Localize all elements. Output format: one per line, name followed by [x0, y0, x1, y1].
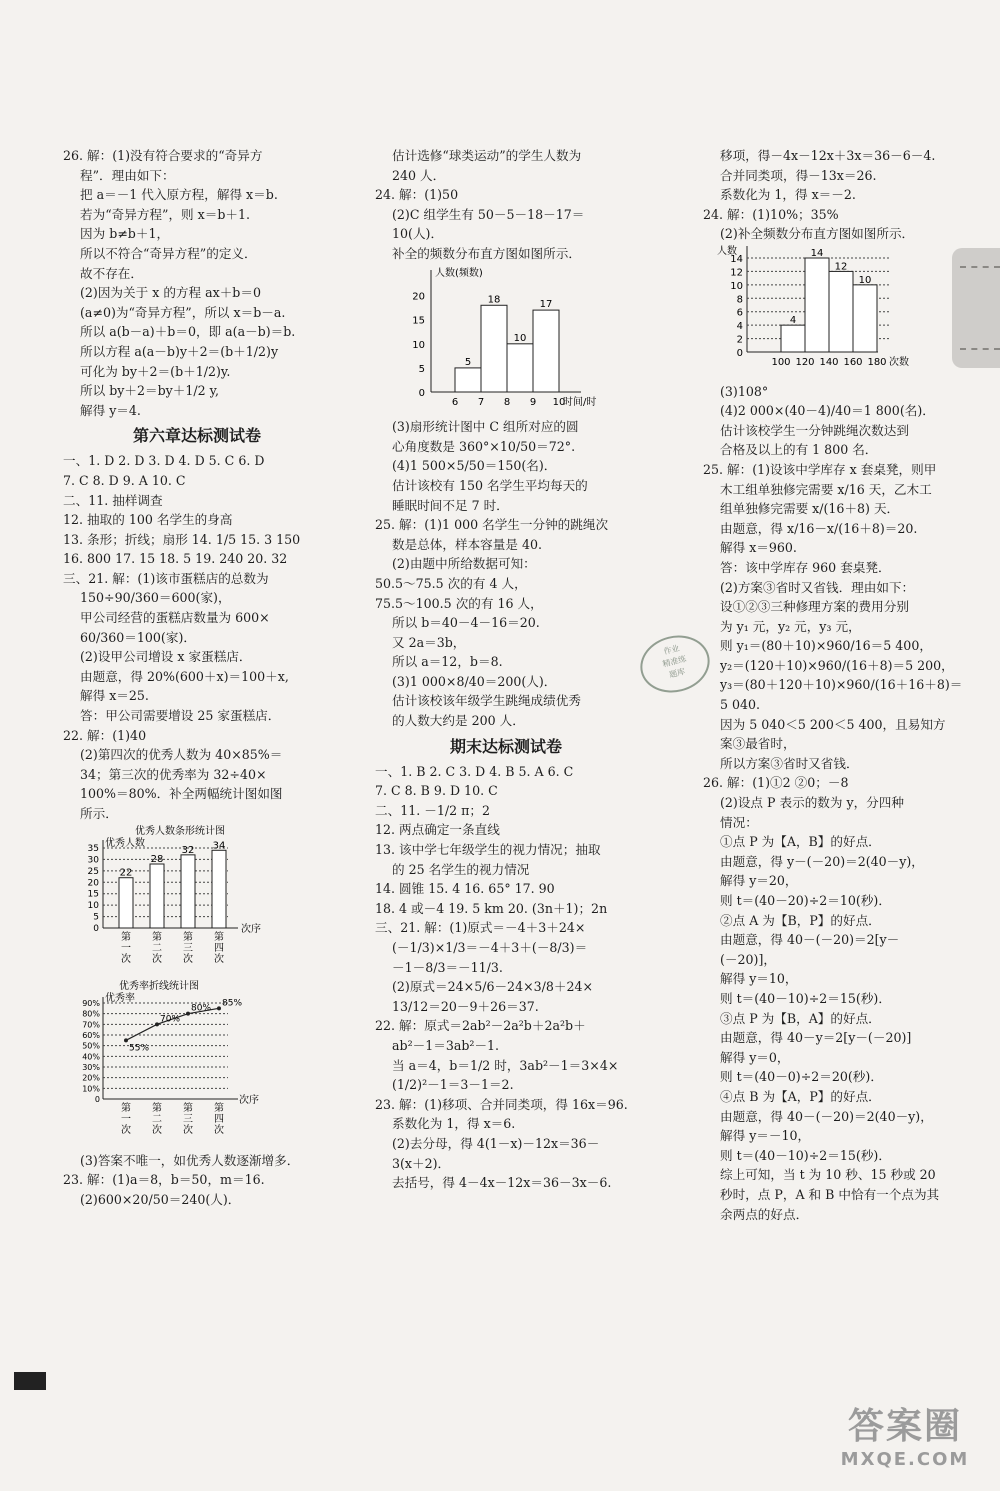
chart-title: 优秀人数条形统计图	[135, 825, 225, 837]
text-line: 7. C 8. B 9. D 10. C	[375, 783, 498, 799]
text-line: 所以 by＋2＝by＋1/2 y,	[80, 383, 220, 399]
bar-value-label: 14	[810, 247, 824, 259]
text-line: 的人数大约是 200 人．	[392, 713, 525, 729]
text-line: (a≠0)为“奇异方程”，所以 x＝b－a.	[80, 304, 286, 320]
text-line: 由题意，得 y－(－20)＝2(40－y)，	[720, 853, 924, 869]
text-line: (－1/3)×1/3＝－4＋3＋(－8/3)＝	[392, 940, 588, 955]
text-line: 60/360＝100(家)．	[80, 629, 196, 645]
bar-value-label: 12	[834, 261, 848, 273]
y-tick-label: 12	[730, 267, 743, 279]
chapter6-answers-block	[63, 451, 331, 823]
data-point	[217, 1007, 221, 1011]
text-line: 12. 抽取的 100 名学生的身高	[63, 512, 233, 528]
text-line: (2)原式＝24×5/6－24×3/8＋24×	[392, 979, 594, 995]
text-line: 一、1. B 2. C 3. D 4. B 5. A 6. C	[375, 763, 574, 779]
text-line: 木工组单独修完需要 x/16 天，乙木工	[720, 481, 932, 497]
x-tick-label: 180	[867, 356, 887, 368]
text-line: 估计该校该年级学生跳绳成绩优秀	[392, 693, 581, 709]
text-line: (2)去分母，得 4(1－x)－12x＝36－	[392, 1135, 600, 1151]
text-line: 答：该中学库存 960 套桌凳．	[720, 559, 891, 575]
bar	[119, 877, 133, 927]
x-tick-label: 160	[843, 356, 863, 368]
text-line: 解得 y＝－10，	[720, 1128, 811, 1144]
text-line: 三、21. 解：(1)原式＝－4＋3＋24×	[375, 920, 586, 936]
text-line: 因为 5 040＜5 200＜5 400，且易知方	[720, 716, 946, 732]
text-line: 34；第三次的优秀率为 32÷40×	[80, 766, 267, 782]
text-line: 由题意，得 40－(－20)＝2[y－	[720, 932, 900, 948]
text-line: －1－8/3＝－11/3.	[392, 959, 503, 975]
text-line: 5 040.	[720, 697, 761, 713]
column-2	[375, 146, 637, 1193]
sleep-time-histogram	[375, 264, 605, 412]
x-tick-label: 第	[183, 931, 193, 943]
y-tick-label: 30	[87, 855, 99, 866]
text-line: 由题意，得 40－y＝2[y－(－20)]	[720, 1030, 912, 1046]
q23-answer-block	[63, 1151, 331, 1210]
x-tick-label: 一	[121, 942, 131, 954]
text-line: y₃＝(80＋120＋10)×960/(16＋16＋8)＝	[720, 677, 963, 693]
text-line: 则 t＝(40－20)÷2＝10(秒)．	[720, 893, 891, 908]
text-line: 22. 解：原式＝2ab²－2a²b＋2a²b＋	[375, 1018, 586, 1034]
text-line: 移项，得－4x－12x＋3x＝36－6－4.	[720, 148, 936, 163]
y-tick-label: 10	[87, 900, 99, 911]
text-line: 解得 y＝10，	[720, 971, 798, 987]
text-line: 24. 解：(1)50	[375, 187, 459, 203]
text-line: (3)108°	[720, 383, 769, 399]
x-tick-label: 四	[214, 1114, 224, 1126]
text-line: 的 25 名学生的视力情况	[392, 861, 530, 877]
text-line: 所以方案③省时又省钱．	[720, 755, 859, 771]
x-tick-label: 9	[529, 396, 537, 408]
text-line: 13/12＝20－9＋26＝37.	[392, 998, 539, 1014]
text-line: 补全的频数分布直方图如图所示．	[392, 245, 581, 261]
x-tick-label: 100	[771, 356, 791, 368]
column-3	[703, 146, 963, 1224]
x-tick-label: 8	[503, 396, 511, 408]
x-axis-label: 时间/时	[563, 396, 597, 408]
x-tick-label: 四	[214, 942, 224, 954]
text-line: 100%＝80%．补全两幅统计图如图	[80, 786, 283, 802]
y-tick-label: 60%	[82, 1031, 100, 1041]
y-axis-label: 人数(频数)	[435, 267, 483, 279]
x-tick-label: 10	[552, 396, 566, 408]
text-line: 240 人．	[392, 167, 446, 183]
x-tick-label: 次	[214, 953, 224, 965]
data-point	[155, 1023, 159, 1027]
text-line: 所以方程 a(a－b)y＋2＝(b＋1/2)y	[80, 343, 279, 359]
x-tick-label: 140	[819, 356, 839, 368]
point-label: 70%	[160, 1014, 181, 1025]
y-tick-label: 8	[736, 294, 743, 306]
text-line: (4)2 000×(40－4)/40＝1 800(名)．	[720, 403, 935, 419]
text-line: 13. 条形；折线；扇形 14. 1/5 15. 3 150	[63, 531, 301, 547]
text-line: 25. 解：(1)设该中学库存 x 套桌凳，则甲	[703, 461, 937, 477]
y-tick-label: 5	[93, 912, 99, 923]
text-line: 由题意，得 20%(600＋x)＝100＋x,	[80, 668, 289, 684]
text-line: 解得 x＝25.	[80, 688, 149, 704]
y-tick-label: 20%	[82, 1073, 100, 1083]
y-tick-label: 10%	[82, 1084, 100, 1094]
text-line: 合并同类项，得－13x＝26.	[720, 167, 877, 183]
text-line: (2)补全频数分布直方图如图所示．	[720, 226, 915, 242]
text-line: 所示．	[80, 806, 118, 821]
y-tick-label: 0	[418, 387, 425, 399]
text-line: 所以 a＝12，b＝8.	[392, 654, 503, 670]
text-line: 解得 y＝4.	[80, 402, 141, 418]
q26-answer-block	[63, 146, 331, 420]
y-tick-label: 40%	[82, 1052, 100, 1062]
x-tick-label: 120	[795, 356, 815, 368]
x-tick-label: 一	[121, 1114, 131, 1126]
x-tick-label: 7	[477, 396, 485, 408]
y-tick-label: 30%	[82, 1063, 100, 1073]
page-edge-tab	[952, 248, 1000, 368]
text-line: 13. 该中学七年级学生的视力情况；抽取	[375, 842, 601, 858]
text-line: (1/2)²－1＝3－1＝2.	[392, 1077, 514, 1093]
text-line: (3)扇形统计图中 C 组所对应的圆	[392, 419, 579, 435]
text-line: 所以不符合“奇异方程”的定义．	[80, 245, 257, 261]
y-tick-label: 80%	[82, 1009, 100, 1019]
y-tick-label: 20	[412, 291, 425, 303]
text-line: 把 a＝－1 代入原方程，解得 x＝b.	[80, 187, 278, 203]
homework-stamp: 作业 精准练 题库	[634, 628, 715, 699]
text-line: 50.5～75.5 次的有 4 人，	[375, 575, 527, 591]
bar-value-label: 22	[119, 867, 133, 879]
bar-value-label: 10	[513, 332, 527, 344]
text-line: 解得 y＝0，	[720, 1049, 790, 1065]
text-line: 又 2a＝3b，	[392, 634, 466, 650]
x-tick-label: 二	[152, 942, 162, 954]
bar-value-label: 10	[858, 274, 872, 286]
final-test-title: 期末达标测试卷	[449, 736, 562, 756]
text-line: 当 a＝4，b＝1/2 时，3ab²－1＝3×4×	[392, 1057, 619, 1073]
y-tick-label: 15	[412, 315, 425, 327]
data-point	[124, 1039, 128, 1043]
bar-value-label: 17	[539, 298, 553, 310]
chart-title: 优秀率折线统计图	[119, 981, 199, 993]
text-line: 23. 解：(1)a＝8，b＝50，m＝16.	[63, 1172, 265, 1188]
x-tick-label: 第	[121, 1103, 131, 1115]
y-tick-label: 10	[412, 339, 425, 351]
x-tick-label: 6	[451, 396, 459, 408]
text-line: 估计选修“球类运动”的学生人数为	[392, 148, 582, 163]
x-axis-label: 次序	[241, 923, 261, 935]
text-line: 三、21. 解：(1)该市蛋糕店的总数为	[63, 570, 269, 586]
text-line: 所以 b＝40－4－16＝20.	[392, 615, 540, 631]
text-line: 若为“奇异方程”，则 x＝b＋1.	[80, 206, 250, 222]
bar-value-label: 32	[181, 844, 195, 856]
y-tick-label: 0	[94, 1095, 100, 1105]
text-line: 3(x＋2)．	[392, 1155, 451, 1171]
text-line: 23. 解：(1)移项、合并同类项，得 16x＝96.	[375, 1096, 628, 1112]
text-line: 150÷90/360＝600(家)，	[80, 590, 231, 606]
text-line: 故不存在．	[80, 265, 143, 281]
text-line: 26. 解：(1)没有符合要求的“奇异方	[63, 148, 263, 163]
x-tick-label: 第	[214, 931, 224, 943]
final-test-answers-block	[375, 762, 637, 1193]
x-axis-label: 次数	[889, 356, 909, 368]
text-line: 合格及以上的有 1 800 名．	[720, 442, 878, 458]
histogram-bar	[481, 305, 507, 392]
y-tick-label: 5	[418, 363, 425, 375]
text-line: 7. C 8. D 9. A 10. C	[63, 472, 186, 488]
text-line: (3)答案不唯一，如优秀人数逐渐增多．	[80, 1152, 300, 1168]
data-point	[186, 1012, 190, 1016]
x-tick-label: 次	[121, 1125, 131, 1137]
text-line: (2)由题中所给数据可知：	[392, 556, 536, 572]
watermark-logo: 答案圈 MXQE.COM	[840, 1406, 970, 1470]
text-line: 则 y₁＝(80＋10)×960/16＝5 400，	[720, 638, 932, 654]
text-line: 秒时，点 P，A 和 B 中恰有一个点为其	[720, 1186, 940, 1202]
text-line: 情况：	[720, 814, 758, 830]
text-line: 75.5～100.5 次的有 16 人，	[375, 595, 543, 611]
histogram-bar	[455, 367, 481, 391]
text-line: (2)设甲公司增设 x 家蛋糕店．	[80, 649, 252, 665]
text-line: (3)1 000×8/40＝200(人)．	[392, 673, 557, 689]
point-label: 55%	[129, 1043, 150, 1054]
x-axis-label: 次序	[239, 1095, 259, 1107]
y-tick-label: 35	[87, 843, 99, 854]
x-tick-label: 第	[121, 931, 131, 943]
text-line: 余两点的好点．	[720, 1206, 809, 1222]
text-line: ab²－1＝3ab²－1.	[392, 1037, 500, 1053]
text-line: (2)C 组学生有 50－5－18－17＝	[392, 206, 585, 222]
x-tick-label: 次	[214, 1125, 224, 1137]
x-tick-label: 次	[152, 953, 162, 965]
text-line: 可化为 by＋2＝(b＋1/2)y.	[80, 363, 231, 379]
text-line: (4)1 500×5/50＝150(名)．	[392, 458, 557, 474]
text-line: (－20)]，	[720, 951, 776, 967]
text-line: 18. 4 或－4 19. 5 km 20. (3n＋1)；2n	[375, 900, 608, 916]
q24-q25-answer-block	[375, 417, 637, 731]
point-label: 80%	[191, 1003, 212, 1014]
histogram-bar	[853, 285, 877, 352]
text-line: 估计该校有 150 名学生平均每天的	[392, 477, 588, 493]
q24-answer-block	[375, 146, 637, 264]
bar-value-label: 18	[487, 293, 501, 305]
text-line: 程”．理由如下：	[80, 167, 175, 183]
y-tick-label: 90%	[82, 999, 100, 1009]
text-line: 由题意，得 40－(－20)＝2(40－y)，	[720, 1108, 933, 1124]
text-line: 设①②③三种修理方案的费用分别	[720, 599, 909, 615]
chapter6-test-title: 第六章达标测试卷	[132, 426, 261, 446]
bar	[150, 864, 164, 928]
text-line: 22. 解：(1)40	[63, 727, 147, 743]
y-tick-label: 4	[736, 321, 743, 333]
bar-value-label: 5	[464, 356, 472, 368]
x-tick-label: 三	[183, 942, 193, 954]
text-line: 14. 圆锥 15. 4 16. 65° 17. 90	[375, 881, 555, 897]
bar	[212, 850, 226, 928]
q25-q26-answer-block	[703, 382, 963, 1225]
y-tick-label: 14	[730, 253, 743, 265]
y-tick-label: 50%	[82, 1041, 100, 1051]
text-line: 二、11. －1/2 π；2	[375, 802, 490, 818]
text-line: (2)第四次的优秀人数为 40×85%＝	[80, 747, 283, 763]
x-tick-label: 三	[183, 1114, 193, 1126]
text-line: 二、11. 抽样调查	[63, 492, 163, 508]
text-line: 所以 a(b－a)＋b＝0，即 a(a－b)＝b.	[80, 324, 296, 340]
text-line: 估计该校学生一分钟跳绳次数达到	[720, 422, 909, 438]
y-tick-label: 0	[93, 923, 99, 934]
y-tick-label: 0	[736, 347, 743, 359]
text-line: 心角度数是 360°×10/50＝72°.	[392, 438, 576, 454]
x-tick-label: 次	[183, 953, 193, 965]
text-line: 综上可知，当 t 为 10 秒、15 秒或 20	[720, 1167, 936, 1183]
text-line: 由题意，得 x/16－x/(16＋8)＝20.	[720, 520, 918, 536]
page-number-bar	[14, 1372, 46, 1390]
y-tick-label: 2	[736, 334, 743, 346]
text-line: 一、1. D 2. D 3. D 4. D 5. C 6. D	[63, 453, 265, 469]
y-axis-label: 优秀率	[105, 993, 135, 1005]
column-1	[63, 146, 331, 1210]
y-tick-label: 10	[730, 280, 743, 292]
rope-skipping-histogram	[703, 244, 909, 376]
x-tick-label: 第	[152, 1103, 162, 1115]
text-line: 睡眠时间不足 7 时．	[392, 497, 509, 513]
y-tick-label: 6	[736, 307, 743, 319]
x-tick-label: 二	[152, 1114, 162, 1126]
text-line: 甲公司经营的蛋糕店数量为 600×	[80, 610, 270, 626]
text-line: 系数化为 1，得 x＝－2.	[720, 187, 856, 203]
text-line: 为 y₁ 元，y₂ 元，y₃ 元，	[720, 618, 861, 634]
text-line: 则 t＝(40－0)÷2＝20(秒)．	[720, 1069, 883, 1085]
histogram-bar	[507, 343, 533, 391]
text-line: 则 t＝(40－10)÷2＝15(秒)．	[720, 990, 891, 1006]
histogram-bar	[781, 325, 805, 352]
text-line: (2)设点 P 表示的数为 y，分四种	[720, 795, 904, 811]
x-tick-label: 次	[121, 953, 131, 965]
text-line: (2)因为关于 x 的方程 ax＋b＝0	[80, 285, 261, 301]
text-line: ③点 P 为【B，A】的好点．	[720, 1010, 881, 1026]
text-line: 26. 解：(1)①2 ②0；－8	[703, 775, 849, 791]
x-tick-label: 次	[152, 1125, 162, 1137]
x-tick-label: 第	[183, 1103, 193, 1115]
y-tick-label: 20	[87, 877, 99, 888]
text-line: 解得 x＝960.	[720, 540, 797, 556]
text-line: ①点 P 为【A，B】的好点．	[720, 834, 881, 850]
histogram-bar	[805, 258, 829, 352]
text-line: 答：甲公司需要增设 25 家蛋糕店．	[80, 708, 281, 724]
y-tick-label: 25	[87, 866, 99, 877]
bar	[181, 854, 195, 927]
text-line: 系数化为 1，得 x＝6.	[392, 1116, 516, 1132]
histogram-bar	[533, 310, 559, 392]
text-line: 去括号，得 4－4x－12x＝36－3x－6.	[392, 1175, 612, 1191]
text-line: 16. 800 17. 15 18. 5 19. 240 20. 32	[63, 551, 288, 567]
text-line: 则 t＝(40－10)÷2＝15(秒)．	[720, 1147, 891, 1163]
x-tick-label: 次	[183, 1125, 193, 1137]
text-line: 数是总体，样本容量是 40.	[392, 536, 542, 552]
text-line: 25. 解：(1)1 000 名学生一分钟的跳绳次	[375, 517, 609, 533]
bar-value-label: 4	[789, 315, 797, 327]
y-axis-label: 人数	[717, 245, 737, 257]
excellent-rate-line-chart	[63, 979, 263, 1145]
y-tick-label: 15	[87, 889, 99, 900]
text-line: 组单独修完需要 x/(16＋8) 天．	[720, 501, 900, 517]
text-line: ②点 A 为【B，P】的好点．	[720, 912, 881, 928]
text-line: (2)方案③省时又省钱．理由如下：	[720, 579, 915, 595]
text-line: 案③最省时，	[720, 736, 796, 752]
x-tick-label: 第	[214, 1103, 224, 1115]
bar-value-label: 28	[150, 853, 164, 865]
text-line: ④点 B 为【A，P】的好点．	[720, 1088, 881, 1104]
x-tick-label: 第	[152, 931, 162, 943]
text-line: 12. 两点确定一条直线	[375, 822, 500, 838]
y-tick-label: 70%	[82, 1020, 100, 1030]
q23-cont-answer-block	[703, 146, 945, 244]
text-line: 24. 解：(1)10%；35%	[703, 206, 839, 222]
bar-value-label: 34	[212, 839, 226, 851]
text-line: (2)600×20/50＝240(人)．	[80, 1191, 241, 1207]
excellent-count-bar-chart	[63, 824, 263, 974]
text-line: 因为 b≠b＋1，	[80, 226, 170, 242]
histogram-bar	[829, 271, 853, 352]
text-line: 解得 y＝20，	[720, 873, 798, 889]
point-label: 85%	[222, 998, 243, 1009]
y-axis-label: 优秀人数	[105, 837, 145, 849]
text-line: 10(人)．	[392, 226, 444, 242]
text-line: y₂＝(120＋10)×960/(16＋8)＝5 200，	[720, 657, 954, 673]
